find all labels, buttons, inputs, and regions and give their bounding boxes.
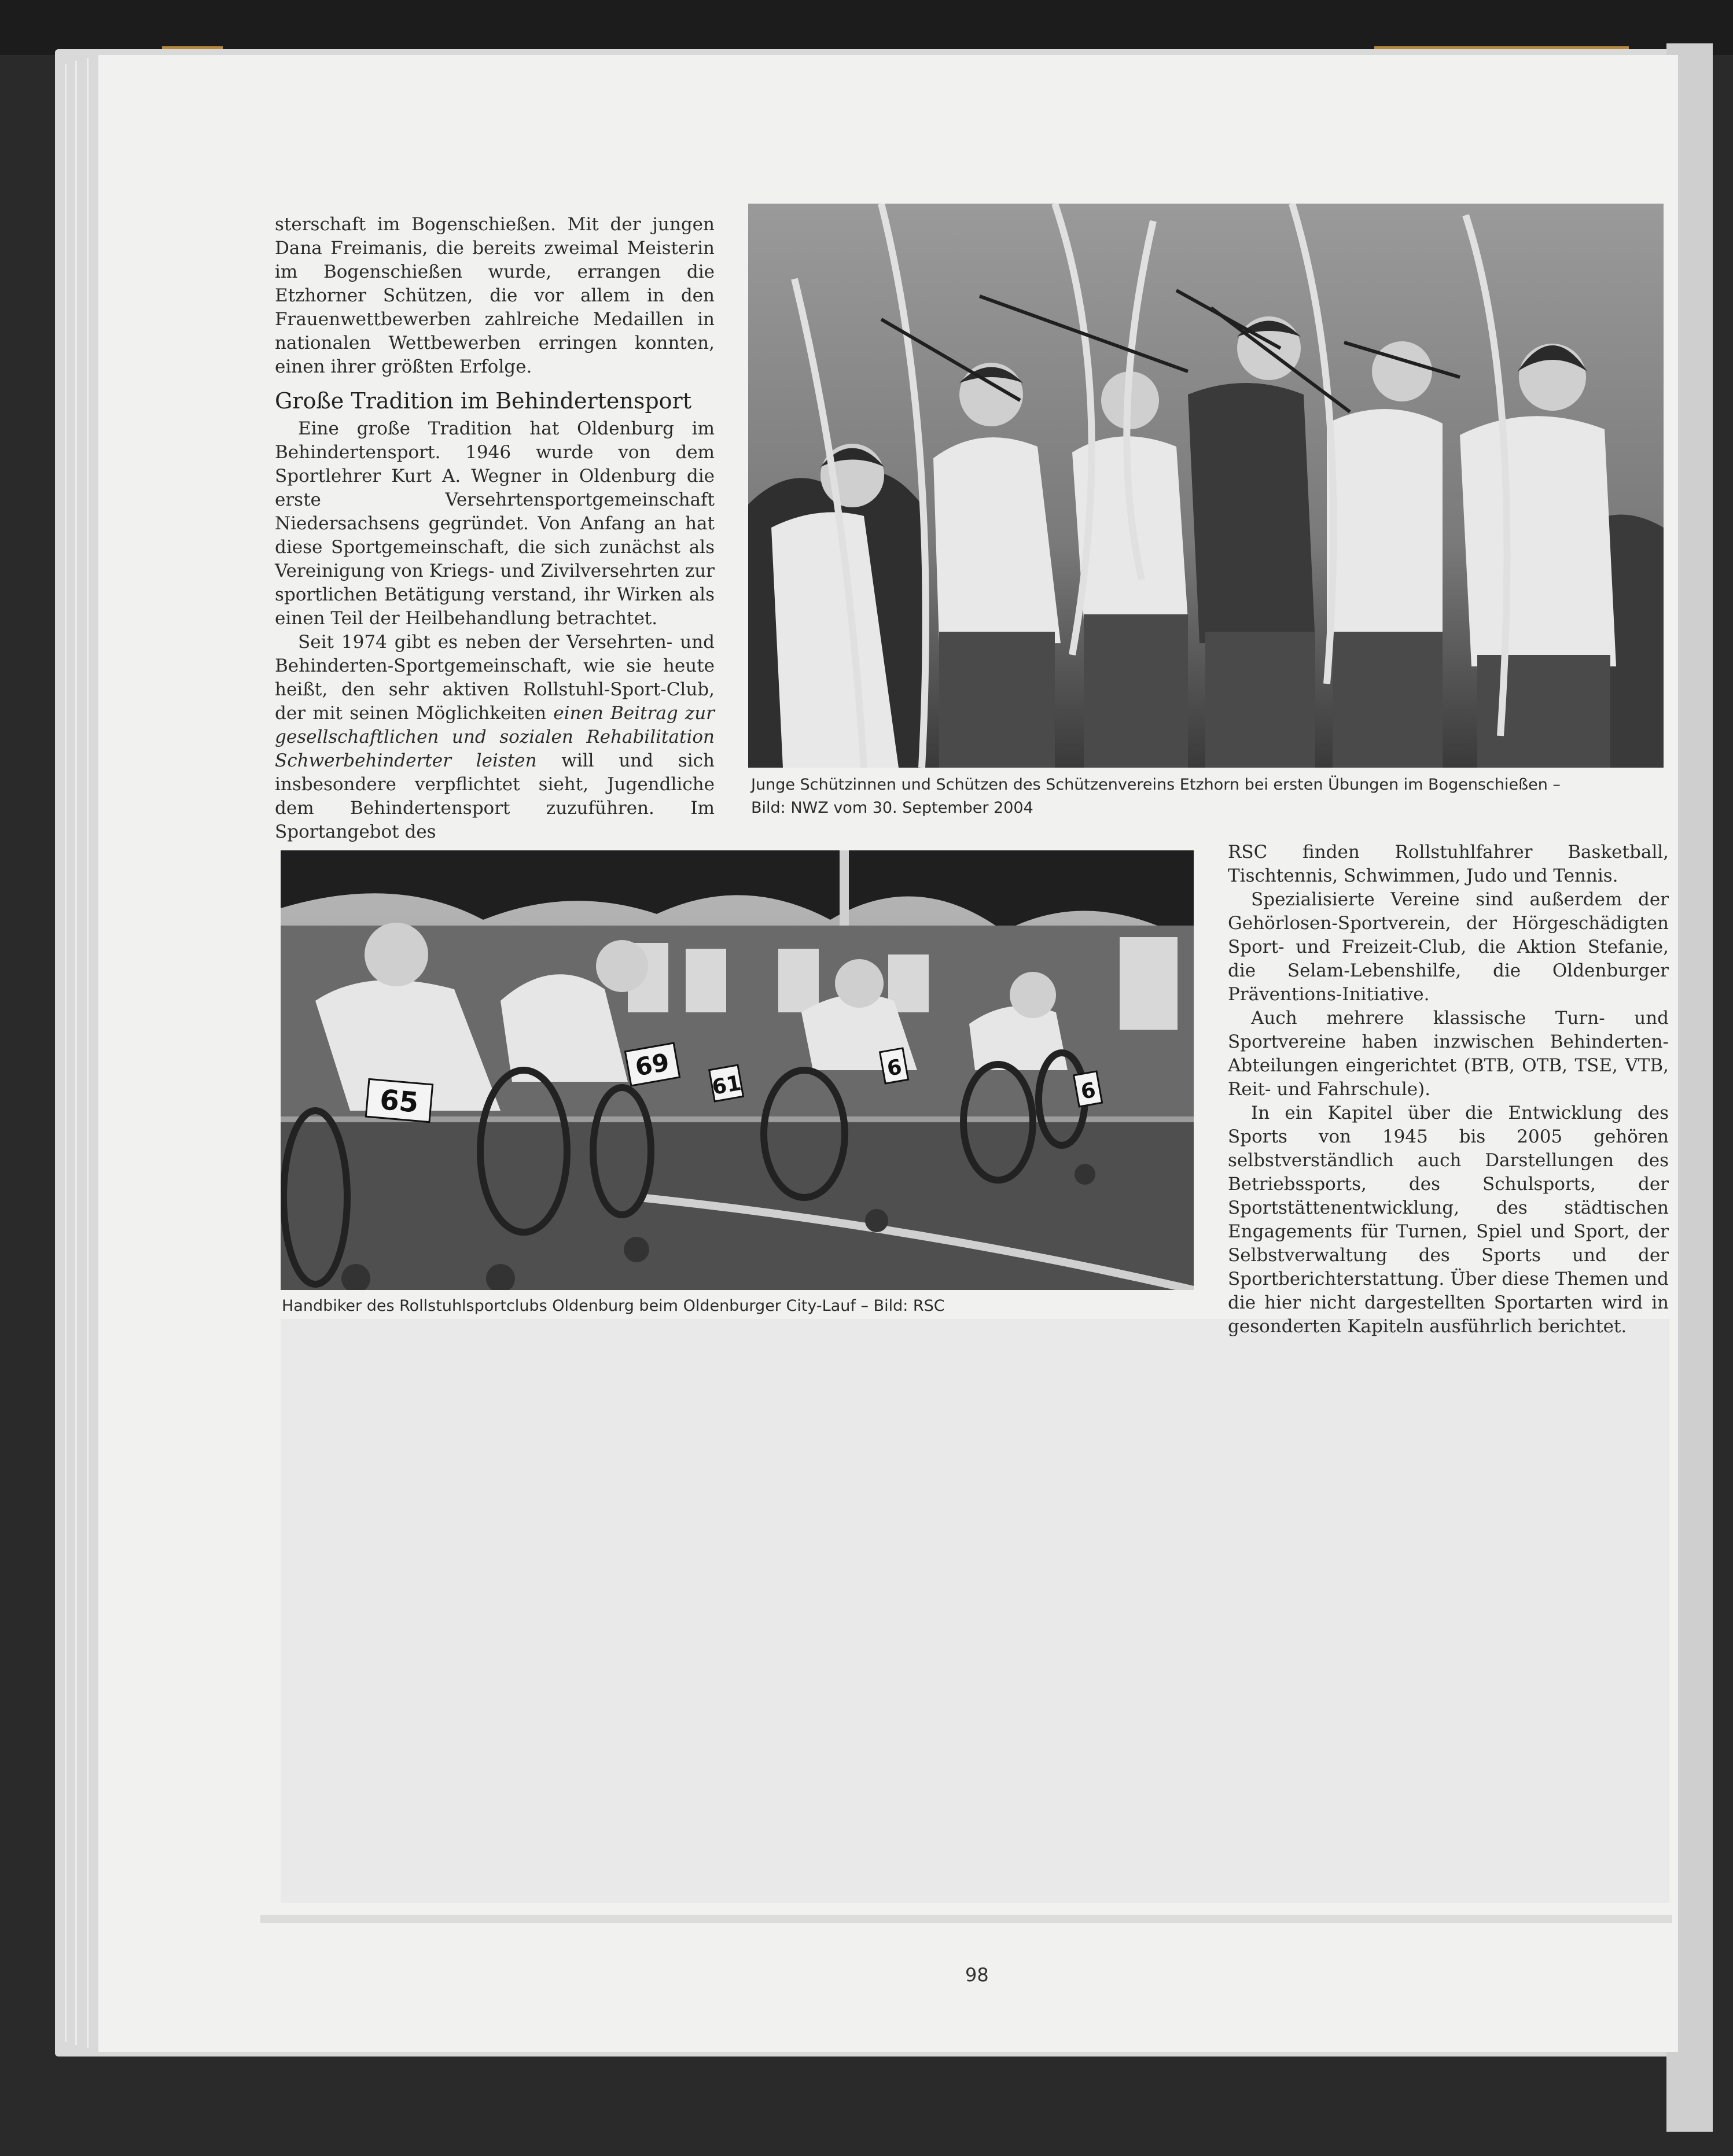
archery-photo-caption	[751, 773, 1665, 820]
scanner-frame-top	[0, 0, 1733, 55]
paragraph	[275, 631, 715, 844]
archery-photo	[748, 204, 1664, 768]
page-number: 98	[965, 1964, 989, 1986]
paragraph: In ein Kapitel über die Entwicklung des Sports von 1945 bis 2005 gehören selbstverständlich auch Darstellungen des Betriebssports, des Schulsports, der Sportstättenentwicklung, des städtischen Engagements für Turnen, Spiel und Sport, der Selbstverwaltung des Sports und der Sportberichterstattung. Über diese Themen und die hier nicht dargestellten Sportarten wird in gesonderten Kapiteln ausführlich berichtet.	[1228, 1103, 1669, 1337]
left-column-text	[275, 213, 715, 844]
caption-line: Junge Schützinnen und Schützen des Schützenvereins Etzhorn bei ersten Übungen im Bogenschießen –	[751, 776, 1561, 794]
right-column-text	[1228, 841, 1669, 1339]
paragraph: RSC finden Rollstuhlfahrer Basketball, Tischtennis, Schwimmen, Judo und Tennis.	[1228, 842, 1669, 886]
section-heading: Große Tradition im Behindertensport	[275, 388, 691, 414]
page-edge	[65, 64, 67, 2042]
page-edge	[75, 61, 77, 2045]
bib-number: 6	[885, 1055, 904, 1081]
paragraph: Eine große Tradition hat Oldenburg im Behindertensport. 1946 wurde von dem Sportlehrer Kurt A. Wegner in Oldenburg die erste Versehrtensportgemeinschaft Niedersachsens gegründet. Von Anfang an hat diese Sportgemeinschaft, die sich zunächst als Vereinigung von Kriegs- und Zivilversehrten zur sportlichen Betätigung verstand, ihr Wirken als einen Teil der Heilbehandlung betrachtet.	[275, 418, 715, 629]
wheelchair-photo-caption: Handbiker des Rollstuhlsportclubs Oldenburg beim Oldenburger City-Lauf – Bild: RSC	[282, 1297, 945, 1315]
page-edge	[87, 58, 89, 2048]
paragraph: Spezialisierte Vereine sind außerdem der Gehörlosen-Sportverein, der Hörgeschädigten Sport- und Freizeit-Club, die Aktion Stefanie, die Selam-Lebenshilfe, die Oldenburger Präventions-Initiative.	[1228, 889, 1669, 1005]
bib-number: 61	[710, 1071, 744, 1100]
wheelchair-race-photo	[281, 850, 1194, 1290]
paragraph: Auch mehrere klassische Turn- und Sportvereine haben inzwischen Behinderten-Abteilungen eingerichtet (BTB, OTB, TSE, VTB, Reit- und Fahrschule).	[1228, 1008, 1669, 1100]
paragraph-text: Seit 1974 gibt es neben der Versehrten- und Behinderten-Sportgemeinschaft, wie sie heute heißt, den sehr aktiven Rollstuhl-Sport-Club, der mit seinen Möglichkeiten	[275, 632, 715, 724]
bib-number: 65	[378, 1083, 420, 1119]
paragraph: sterschaft im Bogenschießen. Mit der jungen Dana Freimanis, die bereits zweimal Meisterin im Bogenschießen wurde, errangen die Etzhorner Schützen, die vor allem in den Frauenwettbewerben zahlreiche Medaillen in nationalen Wettbewerben erringen konnten, einen ihrer größten Erfolge.	[275, 214, 715, 377]
bib-number: 69	[633, 1048, 672, 1082]
italic-quote: einen Beitrag zur gesellschaftlichen und sozialen Rehabilitation Schwerbehinderter leisten	[275, 703, 715, 771]
paragraph-text: will und sich insbesondere verpflichtet sieht, Jugendliche dem Behindertensport zuzuführen. Im Sportangebot des	[275, 750, 715, 842]
reverse-page-show-through	[281, 1319, 1669, 1903]
bib-number: 6	[1079, 1078, 1098, 1104]
reverse-page-caption-show-through	[260, 1915, 1672, 1923]
caption-line: Bild: NWZ vom 30. September 2004	[751, 799, 1033, 817]
